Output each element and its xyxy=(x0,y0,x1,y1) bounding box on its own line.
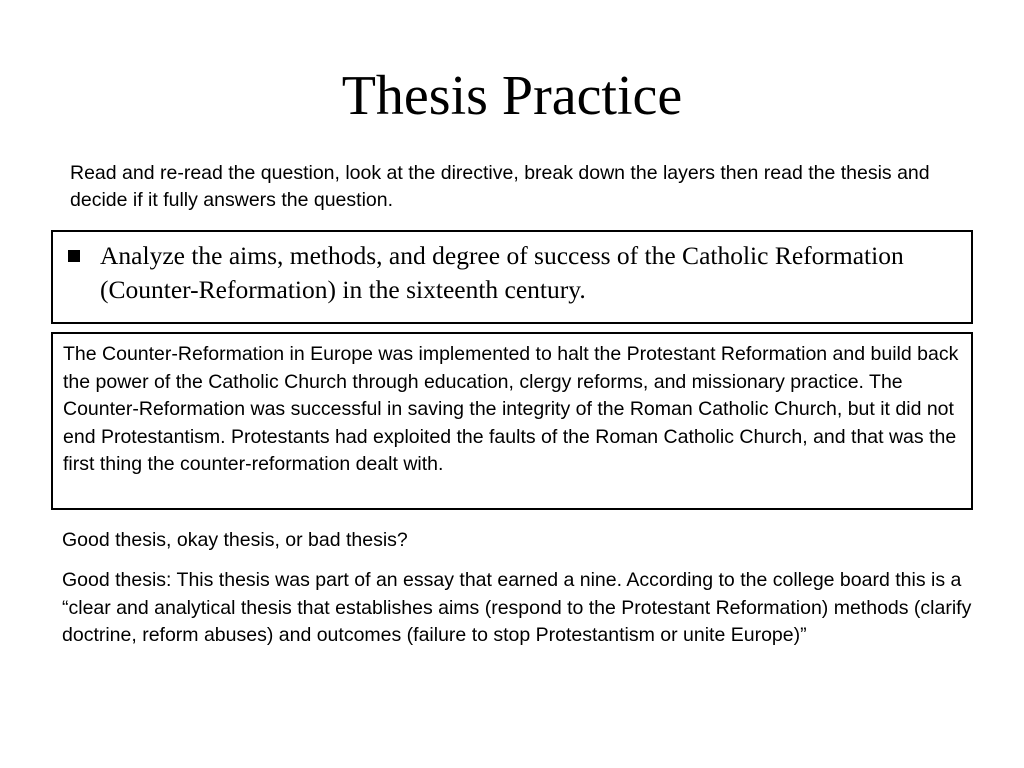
answer-text: Good thesis: This thesis was part of an essay that earned a nine. According to the college board this is a “clear and analytical thesis that establishes aims (respond to the Protestant Reformation) methods (clarify doctrine, reform abuses) and outcomes (failure to stop Protestantism or unite Europe)” xyxy=(62,569,972,646)
thesis-text: The Counter-Reformation in Europe was implemented to halt the Protestant Reformation and build back the power of the Catholic Church through education, clergy reforms, and missionary practice. The Counter-Reformation was successful in saving the integrity of the Roman Catholic Church, but it did not end Protestantism. Protestants had exploited the faults of the Roman Catholic Church, and that was the first thing the counter-reformation dealt with. xyxy=(63,343,959,475)
prompt-text: Analyze the aims, methods, and degree of success of the Catholic Reformation (Counter-Reformation) in the sixteenth century. xyxy=(100,241,904,304)
square-bullet-icon xyxy=(68,250,80,262)
slide-title: Thesis Practice xyxy=(341,65,683,127)
question-text: Good thesis, okay thesis, or bad thesis? xyxy=(62,529,408,551)
instructions-text: Read and re-read the question, look at the directive, break down the layers then read the thesis and decide if it fully answers the question. xyxy=(70,162,930,211)
prompt-box xyxy=(51,230,973,324)
thesis-box xyxy=(51,332,973,510)
